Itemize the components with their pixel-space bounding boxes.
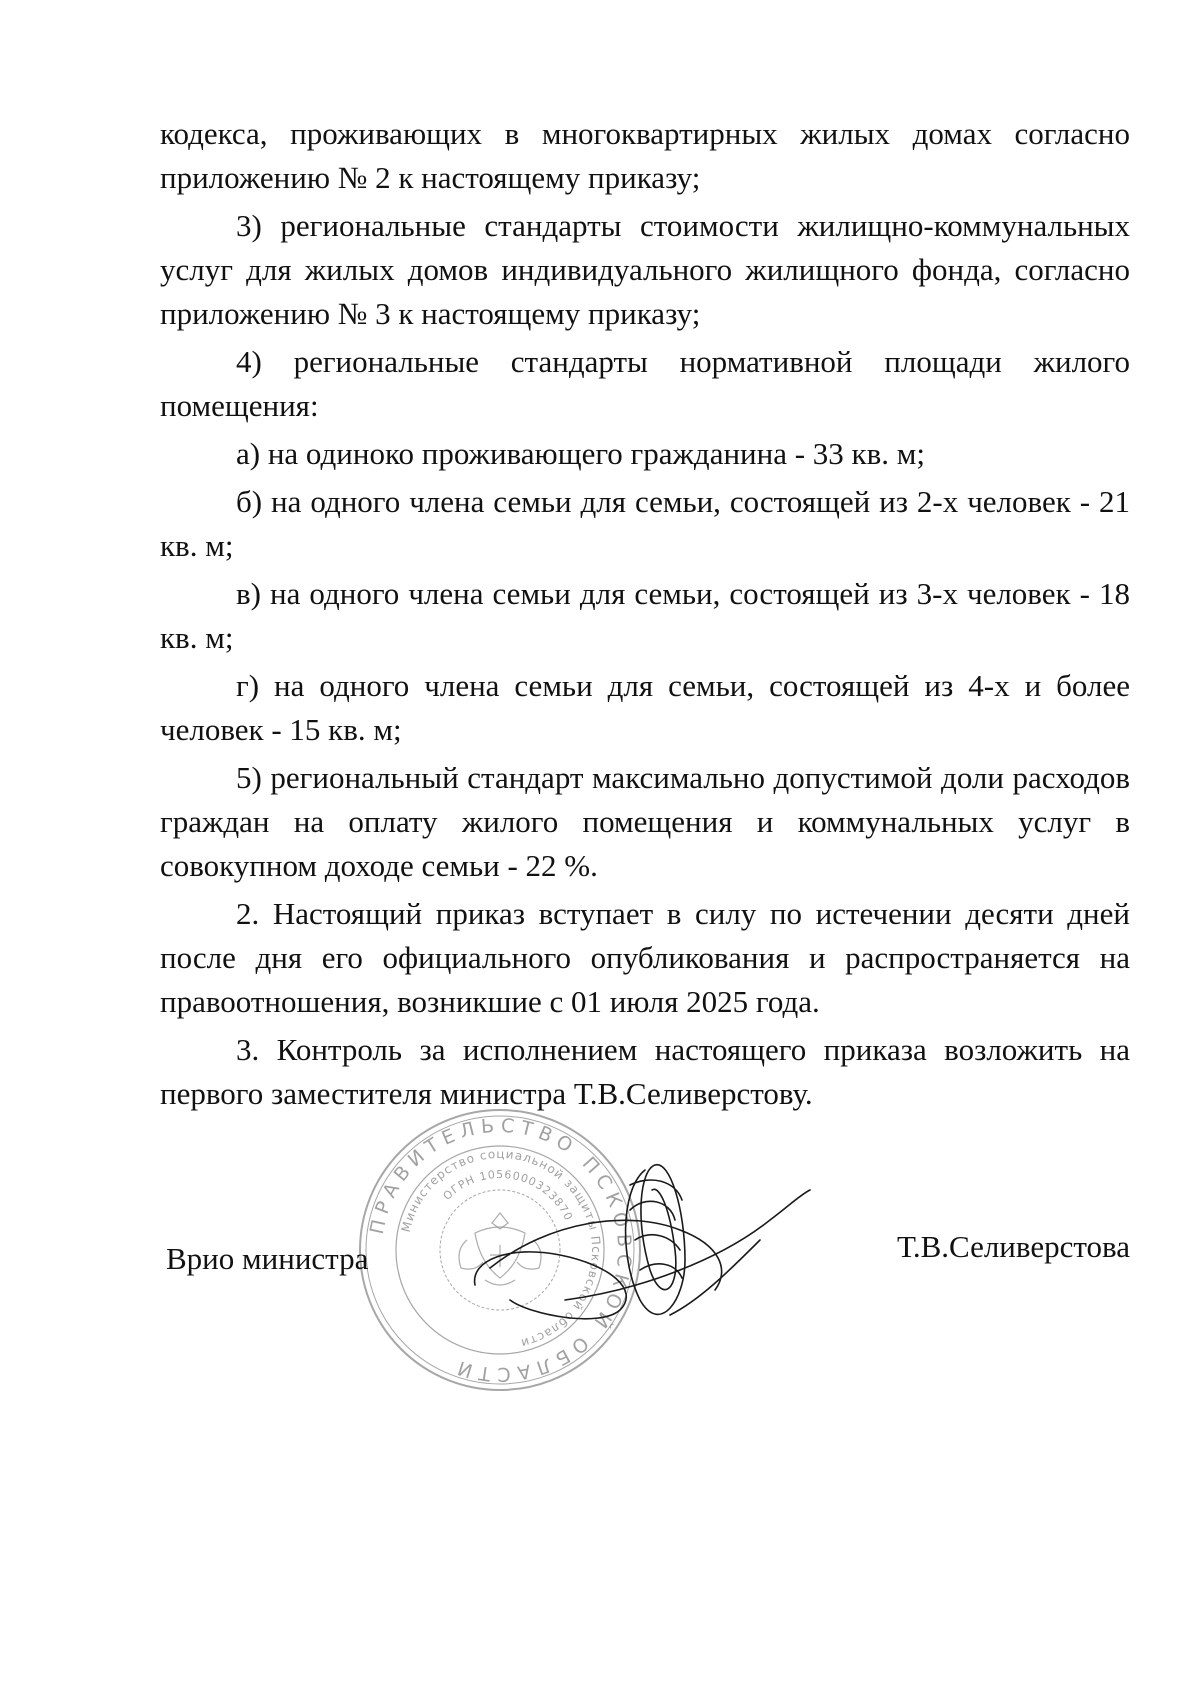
paragraph-clause-2: 2. Настоящий приказ вступает в силу по истечении десяти дней после дня его официального опубликования и распространяется на правоотношения, возникшие с 01 июля 2025 года. bbox=[160, 896, 1130, 1019]
signatory-role: Врио министра bbox=[166, 1241, 369, 1276]
paragraph-item-5: 5) региональный стандарт максимально допустимой доли расходов граждан на оплату жилого помещения и коммунальных услуг в совокупном доходе семьи - 22 %. bbox=[160, 760, 1130, 883]
paragraph-continuation: кодекса, проживающих в многоквартирных жилых домах согласно приложению № 2 к настоящему приказу; bbox=[160, 116, 1130, 195]
paragraph-item-4a: а) на одиноко проживающего гражданина - 33 кв. м; bbox=[236, 436, 925, 471]
signature-block bbox=[160, 1225, 1130, 1285]
paragraph-item-4: 4) региональные стандарты нормативной площади жилого помещения: bbox=[160, 344, 1130, 423]
signatory-name: Т.В.Селиверстова bbox=[897, 1229, 1130, 1264]
document-body bbox=[160, 112, 1130, 1120]
stamp-ogrn-text: ОГРН 1056000323870 bbox=[440, 1167, 576, 1224]
paragraph-item-4g: г) на одного члена семьи для семьи, состоящей из 4-х и более человек - 15 кв. м; bbox=[160, 668, 1130, 747]
paragraph-clause-3: 3. Контроль за исполнением настоящего приказа возложить на первого заместителя министра Т.В.Селиверстову. bbox=[160, 1032, 1130, 1111]
paragraph-item-4b: б) на одного члена семьи для семьи, состоящей из 2-х человек - 21 кв. м; bbox=[160, 484, 1130, 563]
paragraph-item-3: 3) региональные стандарты стоимости жилищно-коммунальных услуг для жилых домов индивидуального жилищного фонда, согласно приложению № 3 к настоящему приказу; bbox=[160, 208, 1130, 331]
stamp-outer-text: ПРАВИТЕЛЬСТВО ПСКОВСКОЙ ОБЛАСТИ bbox=[365, 1114, 636, 1386]
paragraph-item-4v: в) на одного члена семьи для семьи, состоящей из 3-х человек - 18 кв. м; bbox=[160, 576, 1130, 655]
stamp-inner-text: Министерство социальной защиты Псковской области bbox=[398, 1146, 604, 1351]
